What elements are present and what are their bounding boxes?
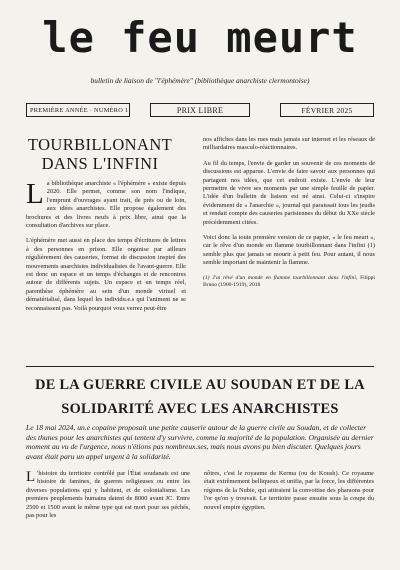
masthead-subtitle: bulletin de liaison de "l'éphémère" (bibliothèque anarchiste clermontoise)	[90, 76, 310, 85]
issue-date: FÉVRIER 2025	[280, 103, 374, 117]
drop-cap: L	[26, 178, 44, 210]
article2-paragraph: nôtres, c'est le royaume de Kerma (ou de Koush). Ce royaume était extrêmement belliqueux et unifia, par la force, les différentes régions de la Nubie, qui attiraient la convoitise des pharaons pour l'or qu'on y trouvait. Le territoire passe ensuite sous la coupe du nouvel empire égyptien.	[204, 470, 374, 511]
article1-column-2	[203, 136, 375, 289]
article1-paragraph: Voici donc la toute première version de ce papier, « le feu meurt », car le rêve d'un monde en flamme tourbillonnant dans l'infini (1) semble plus que jamais se mourir à petit feu. Pour autant, il nous semble important de maintenir la flamme.	[203, 234, 375, 267]
footnote-text: (1) J'ai rêvé d'un monde en flamme tourbillonnant dans l'infini,	[203, 274, 358, 281]
article1-paragraph: a bibliothèque anarchiste « l'éphémère » existe depuis 2020. Elle permet, comme son nom l'indique, l'emprunt d'ouvrages ayant trait, de près ou de loin, aux idées anarchistes. Elle propose également des brochures et des livres neufs à prix libre, ainsi que la consultation d'archives sur place.	[26, 180, 186, 230]
article1-column-1	[26, 180, 186, 320]
drop-cap: L	[26, 469, 36, 485]
article1-paragraph: L'éphémère met aussi en place des temps d'écritures de lettres à des personnes en prison. Elle organise par ailleurs régulièrement des causeries, format de discussion inspiré des mouvements anarchistes individualistes de l'avant-guerre. Elle est donc un espace et un temps d'échanges et de rencontres autour de différents sujets. Un espace et un temps réel, parenthèse éphémère au sein d'un monde virtuel et dématérialisé, dans lequel les individu.e.s qui l'animent ne se reconnaissent pas. Voilà pourquoi vous verrez peut-être	[26, 237, 186, 312]
article2-title: DE LA GUERRE CIVILE AU SOUDAN ET DE LA SOLIDARITÉ AVEC LES ANARCHISTES	[35, 377, 365, 417]
article2-column-1	[26, 470, 190, 527]
footnote-author: Filippi Bruno (1900-1919), 2018	[203, 274, 375, 288]
section-divider	[26, 366, 374, 367]
article1-title: TOURBILLONANT DANS L'INFINI	[27, 135, 173, 173]
article2-paragraph: 'histoire du territoire contrôlé par l'État soudanais est une histoire de famines, de guerres religieuses ou entre les diverses populations qui y habitent, et de colonialisme. Les premiers peuplements humains datent de 8000 avant JC. Entre 2500 et 1500 avant le même type qui est mort pour ses péchés, pas pour les	[26, 470, 190, 520]
issue-number: PREMIÈRE ANNÉE · NUMÉRO 1	[26, 103, 130, 117]
article1-paragraph: Au fil du temps, l'envie de garder un souvenir de ces moments de discussions est apparue. L'envie de faire savoir aux personnes qui partagent nos idées, que cet endroit existe. L'envie de leur permettre de vivre ses moments par une simple feuille de papier. L'idée d'un bulletin de liaison est né ainsi. Celui-ci s'inspire évidemment de « l'anarchie », journal qui paraissait tous les jeudis et rendait compte des causeries parisiennes du début du XXe siècle précédemment citées.	[203, 159, 375, 226]
article2-lede: Le 18 mai 2024, un.e copaine proposait une petite causerie autour de la guerre civile au Soudan, et de collecter des thunes pour les anarchistes qui tentent d'y survivre, comme la majorité de la population. Organisée au dernier moment au vu de l'urgence, nous n'étions pas nombreux.ses, mais nous avons pu bien discuter. Quelques jours avant était paru un appel urgent à la solidarité.	[26, 423, 374, 461]
price-label: PRIX LIBRE	[150, 103, 250, 117]
article1-paragraph: nos affiches dans les rues mais jamais sur internet et les réseaux de milliardaires masculo-réactionnaires.	[203, 136, 375, 152]
masthead-title: le feu meurt	[42, 13, 358, 62]
footnote	[203, 275, 375, 289]
article2-column-2	[204, 470, 374, 519]
